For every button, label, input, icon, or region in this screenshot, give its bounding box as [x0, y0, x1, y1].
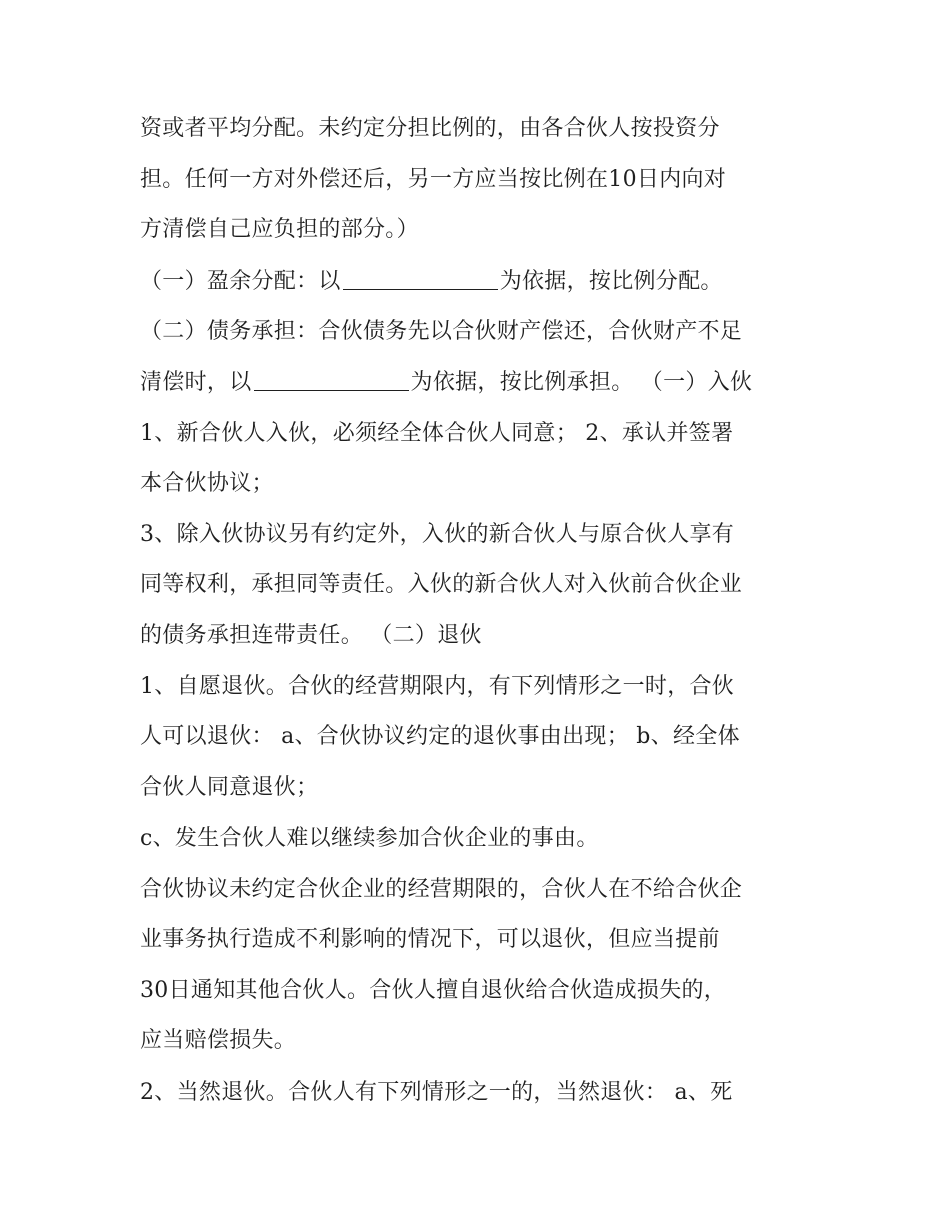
text-line-8: 本合伙协议； — [140, 471, 274, 496]
profit-basis-blank[interactable] — [343, 267, 498, 290]
debt-basis-blank[interactable] — [254, 368, 409, 391]
text-line-9: 3、除入伙协议另有约定外，入伙的新合伙人与原合伙人享有 — [140, 522, 735, 547]
text-line-14: 合伙人同意退伙； — [140, 775, 319, 800]
text-line-18: 30日通知其他合伙人。合伙人擅自退伙给合伙造成损失的， — [140, 978, 727, 1003]
debt-bearing-prefix: 清偿时，以 — [140, 370, 252, 395]
debt-bearing-line: （二）债务承担：合伙债务先以合伙财产偿还，合伙财产不足 — [140, 319, 743, 344]
text-line-20: 2、当然退伙。合伙人有下列情形之一的，当然退伙： a、死 — [140, 1080, 733, 1105]
text-line-10: 同等权利，承担同等责任。入伙的新合伙人对入伙前合伙企业 — [140, 572, 743, 597]
text-line-13: 人可以退伙： a、合伙协议约定的退伙事由出现； b、经全体 — [140, 724, 740, 749]
text-line-12: 1、自愿退伙。合伙的经营期限内，有下列情形之一时，合伙 — [140, 674, 735, 699]
text-line-17: 业事务执行造成不利影响的情况下，可以退伙，但应当提前 — [140, 927, 720, 952]
text-line-3: 方清偿自己应负担的部分。） — [140, 217, 419, 242]
text-line-2: 担。任何一方对外偿还后，另一方应当按比例在10日内向对 — [140, 167, 727, 192]
debt-bearing-continued-line — [140, 365, 840, 401]
text-line-7: 1、新合伙人入伙，必须经全体合伙人同意； 2、承认并签署 — [140, 421, 734, 446]
text-line-15: c、发生合伙人难以继续参加合伙企业的事由。 — [140, 826, 599, 851]
text-line-16: 合伙协议未约定合伙企业的经营期限的，合伙人在不给合伙企 — [140, 877, 743, 902]
profit-distribution-line — [140, 264, 840, 300]
text-line-19: 应当赔偿损失。 — [140, 1028, 297, 1053]
text-line-1: 资或者平均分配。未约定分担比例的，由各合伙人按投资分 — [140, 116, 720, 141]
text-line-11: 的债务承担连带责任。 （二）退伙 — [140, 623, 482, 648]
profit-distribution-suffix: 为依据，按比例分配。 — [499, 269, 723, 294]
debt-bearing-suffix: 为依据，按比例承担。 （一）入伙 — [410, 370, 753, 395]
profit-distribution-prefix: （一）盈余分配：以 — [140, 269, 341, 294]
